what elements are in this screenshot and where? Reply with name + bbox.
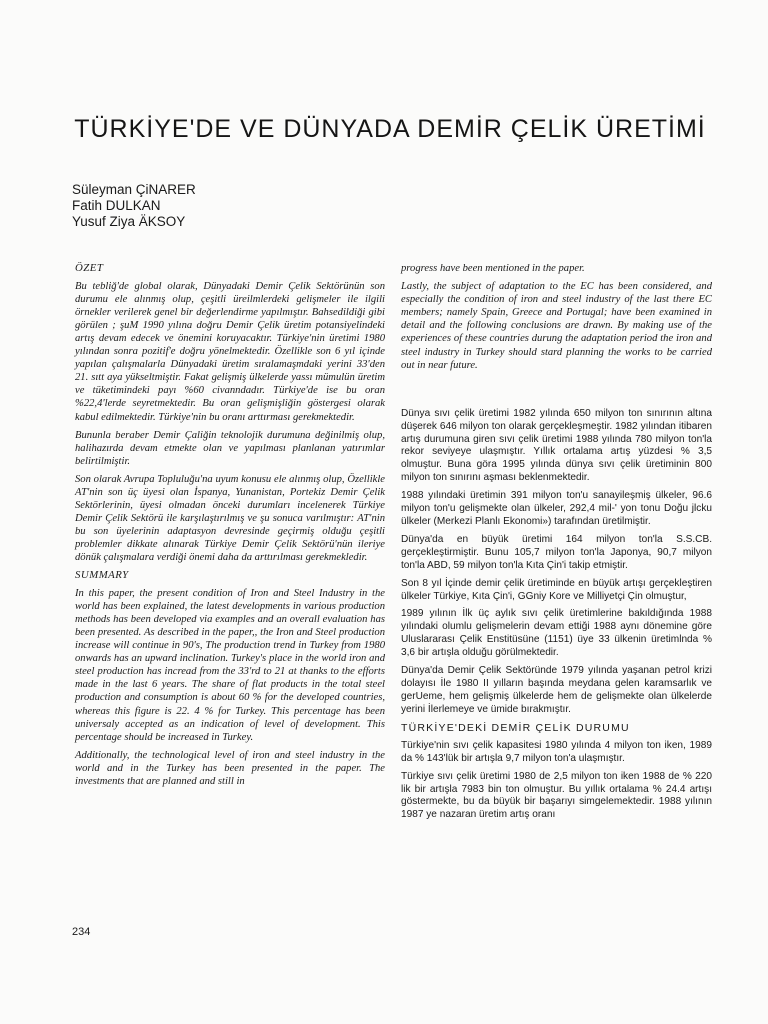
summary-heading: SUMMARY	[75, 569, 129, 582]
ozet-paragraph: Bununla beraber Demir Çaliğin teknolojik durumuna değinilmiş olup, halihazırda devam etmekte olan ve yapılması planlanan yatırımlar belirtilmiştir.	[75, 429, 385, 467]
summary-paragraph: Additionally, the technological level of iron and steel industry in the world and in the Turkey has been presented in the paper. The investments that are planned and still in	[75, 749, 385, 787]
body-paragraph: 1989 yılının İlk üç aylık sıvı çelik üretimlerine bakıldığında 1988 yılındaki olumlu gelişmelerin devam ettiği 1988 aynı dönemine göre Uluslararası Çelik Enstitüsüne (1151) üye 33 ülkenin üretimlnda % 3,6 bir artışla olduğu görülmektedir.	[401, 608, 712, 659]
body-paragraph: Dünya sıvı çelik üretimi 1982 yılında 650 milyon ton sınırının altına düşerek 646 milyon ton olarak gerçekleşmeştir. 1982 yılından itibaren artış durumuna giren sıvı çelik üretimi 1988 yılında 780 milyon ton'la rekor seviyeye ulaşmıştır. Yıllık ortalama artış yüzdesi % 3,5 olmuştur. Buna göra 1995 yılında dünya sıvı çelik üretiminin 800 milyon ton sınırını aşması beklenmektedir.	[401, 407, 712, 484]
ozet-paragraph: Son olarak Avrupa Topluluğu'na uyum konusu ele alınmış olup, Özellikle AT'nin son üç üyesi olan İspanya, Yunanistan, Portekiz Demir Çelik Sektörlerinin, üyesi olmadan önceki durumları incelenerek Türkiye Demir Çelik Sektörü ile karşılaştırılmış ve şu sonuca varılmıştır: AT'nin bu son üyelerinin adaptasyon devresinde geçirmiş olduğu çeşitli problemler dikkate alınarak Türkiye Demir Çelik Sektörü'nün ileriye dönük çalışmalara verdiği önemi daha da arttırılması gerekmekledir.	[75, 473, 385, 563]
author-name: Yusuf Ziya ÄKSOY	[72, 214, 186, 229]
body-paragraph: Son 8 yıl İçinde demir çelik üretiminde en büyük artışı gerçekleştiren ülkeler Türkiye, Kıta Çin'i, GGniy Kore ve Milliyetçi Çin olmuştur,	[401, 577, 712, 602]
page-number: 234	[72, 926, 91, 938]
author-name: Fatih DULKAN	[72, 198, 161, 213]
summary-paragraph: Lastly, the subject of adaptation to the EC has been considered, and especially the condition of iron and steel industry of the last there EC members; namely Spain, Greece and Portugal; have been examined in detail and the following conclusions are drawn. By making use of the experiences of these countries durung the adaptation period the iron and steel industry in Turkey should stard planning the works to be carried out in near future.	[401, 281, 712, 371]
body-paragraph: Türkiye'nin sıvı çelik kapasitesi 1980 yılında 4 milyon ton iken, 1989 da % 143'lük bir artışla 9,7 milyon ton'a ulaşmıştır.	[401, 739, 712, 764]
author-list	[72, 182, 196, 230]
left-column	[75, 262, 385, 793]
body-paragraph: Dünya'da Demir Çelik Sektöründe 1979 yılında yaşanan petrol krizi dolayısı İle 1980 II yılların başında meydana gelen karamsarlık ve gerUeme, hem gelişmiş ülkelerde hem de gelişmekte olan ülkelerde yerini İlerlemeye ve ümide bırakmıştır.	[401, 665, 712, 715]
author-name: Süleyman ÇiNARER	[72, 182, 196, 197]
body-paragraph: Dünya'da en büyük üretimi 164 milyon ton'la S.S.CB. gerçekleştirmiştir. Bunu 105,7 milyon ton'la Japonya, 90,7 milyon ton'la ABD, 59 milyon ton'la Kıta Çin'i takip etmiştir.	[401, 533, 712, 571]
summary-paragraph: progress have been mentioned in the paper.	[401, 263, 585, 274]
ozet-paragraph: Bu tebliğ'de global olarak, Dünyadaki Demir Çelik Sektörünün son durumu ele alınmış olup, çeşitli üreilmlerdeki gelişmeler ile ilgili örnekler verilerek genel bir değerlendirme yapılmıştır. Bahsedildiği gibi görülen ; şuM 1990 yılına doğru Demir Çelik üretim potansiyelindeki artış devam edecek ve önemini koruyacaktır. Türkiye'nin üretimi 1980 yılından sonra pozitif'e doğru yönelmektedir. Özellikle son 6 yıl içinde yapılan çalışmalarla Dünyadaki üretim sıralamaşmdaki yerini 33'den 21. sıtt aya yükseltmiştir. Fakat gelişmiş ülkelerde yassı mümulün üretim ve tüketimindeki payı %60 civanndadır. Türkiye'de ise bu oran %22,4'lerde seyretmektedir. Bu oran gelişmişliğin göstergesi olarak kabul edilmektedir. Türkiye'nin bu oranı arttırması gerekmektedir.	[75, 281, 385, 423]
body-paragraph: 1988 yılındaki üretimin 391 milyon ton'u sanayileşmiş ülkeler, 96.6 milyon ton'u gelişmekte olan ülkeler, 292,4 mil-' yon tonu Doğu jlcku ülkeler (Merkezi Planlı Ekonomi») tarafından üretilmiştir.	[401, 490, 712, 527]
summary-paragraph: In this paper, the present condition of Iron and Steel Industry in the world has been explained, the latest developments in various production methods has been developed via examples and an overall evaluation has been presented. As described in the paper,, the Iron and Steel production increase will continue in 90's, The production trend in Turkey from 1980 onwards has an upward inclination. Turkey's place in the world iron and steel production has incread from the 33'rd to 21 at thanks to the efforts made in the last 6 years. The share of flat products in the total steel production and consumption is about 60 % for the developed countries, whereas this figure is 22. 4 % for Turkey. This percentage has been universaly accepted as an indication of level of development. This percentage should be increased in Turkey.	[75, 588, 385, 743]
paper-title: TÜRKİYE'DE VE DÜNYADA DEMİR ÇELİK ÜRETİMİ	[74, 115, 706, 143]
section-heading: TÜRKİYE'DEKİ DEMİR ÇELİK DURUMU	[401, 721, 630, 734]
ozet-heading: ÖZET	[75, 262, 104, 274]
body-paragraph: Türkiye sıvı çelik üretimi 1980 de 2,5 milyon ton iken 1988 de % 220 lik bir artışla 7983 bin ton olmuştur. Bu yıllık ortalama % 24.4 artışı göstermekte, bu da büyük bir başarıyı simgelemektedir. 1988 yılının 1987 ye nazaran üretim artış oranı	[401, 770, 712, 821]
right-column	[401, 262, 712, 827]
